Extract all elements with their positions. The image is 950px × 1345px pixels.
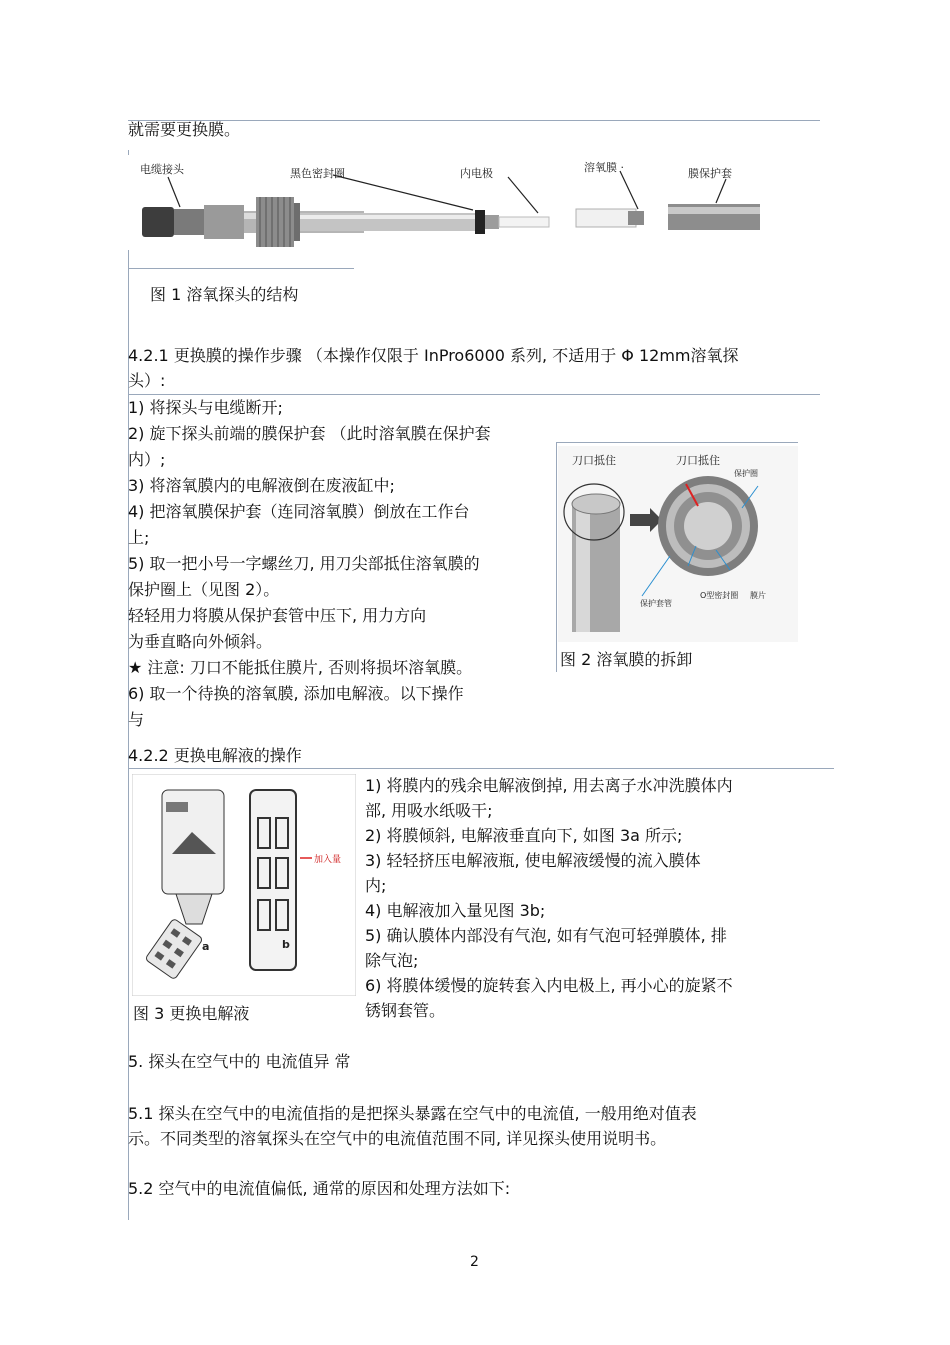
probe-illustration [128, 155, 782, 250]
list-item: 4) 电解液加入量见图 3b; [365, 901, 546, 920]
list-item: 内; [365, 876, 387, 895]
list-item: 除气泡; [365, 951, 419, 970]
list-item: 与 [128, 710, 145, 729]
list-item: 6) 取一个待换的溶氧膜, 添加电解液。以下操作 [128, 684, 464, 703]
fig3-label-a: a [202, 940, 210, 953]
list-item: 内）; [128, 450, 166, 469]
list-item: 为垂直略向外倾斜。 [128, 632, 273, 651]
page-number: 2 [470, 1254, 479, 1270]
fig1-label-sleeve: 膜保护套 [688, 167, 732, 180]
list-item: 1) 将膜内的残余电解液倒掉, 用去离子水冲洗膜体内 [365, 776, 733, 795]
list-item: 6) 将膜体缓慢的旋转套入内电极上, 再小心的旋紧不 [365, 976, 733, 995]
fig1-label-seal: 黑色密封圈 [290, 167, 345, 180]
list-item: 5) 确认膜体内部没有气泡, 如有气泡可轻弹膜体, 排 [365, 926, 727, 945]
figure-1-probe-structure [128, 155, 782, 250]
intro-text: 就需要更换膜。 [128, 120, 241, 139]
list-item: 4) 把溶氧膜保护套（连同溶氧膜）倒放在工作台 [128, 502, 470, 521]
list-item: 2) 旋下探头前端的膜保护套 （此时溶氧膜在保护套 [128, 424, 491, 443]
section-5-2: 5.2 空气中的电流值偏低, 通常的原因和处理方法如下: [128, 1179, 511, 1198]
list-item: 2) 将膜倾斜, 电解液垂直向下, 如图 3a 所示; [365, 826, 683, 845]
fig3-label-amount: 加入量 [314, 855, 342, 865]
fig2-label-blade-2: 刀口抵住 [676, 454, 720, 467]
fig2-label-film: 膜片 [750, 591, 766, 600]
figure-3-electrolyte [132, 774, 356, 996]
section-4-2-1-heading: 4.2.1 更换膜的操作步骤 （本操作仅限于 InPro6000 系列, 不适用于 Φ 12mm溶氧探 [128, 346, 739, 365]
list-item: 1) 将探头与电缆断开; [128, 398, 283, 417]
section-4-2-1-steps [128, 396, 548, 734]
fig2-label-blade-1: 刀口抵住 [572, 454, 616, 467]
list-item: 锈钢套管。 [365, 1001, 446, 1020]
fig3-label-b: b [282, 938, 290, 951]
fig1-label-inner-electrode: 内电极 [460, 167, 493, 180]
section-4-2-2-steps [365, 774, 815, 1024]
fig2-label-guard-ring: 保护圈 [734, 469, 758, 478]
fig2-left-rule [556, 442, 557, 672]
fig1-label-membrane: 溶氧膜 · [584, 161, 624, 174]
section-4-2-2-heading: 4.2.2 更换电解液的操作 [128, 746, 302, 765]
list-item: 5) 取一把小号一字螺丝刀, 用刀尖部抵住溶氧膜的 [128, 554, 480, 573]
fig2-top-rule [556, 442, 798, 443]
figure-2-membrane-removal [558, 446, 798, 642]
section-4-2-1-rule [128, 394, 820, 395]
fig2-label-sleeve: 保护套管 [640, 599, 672, 608]
list-item: 轻轻用力将膜从保护套管中压下, 用力方向 [128, 606, 427, 625]
fig2-label-oring: O型密封圈 [700, 591, 739, 600]
list-item: 上; [128, 528, 150, 547]
electrolyte-illustration [132, 774, 356, 996]
section-5-heading: 5. 探头在空气中的 电流值异 常 [128, 1052, 351, 1071]
fig1-caption-rule [128, 268, 354, 269]
list-item: 部, 用吸水纸吸干; [365, 801, 493, 820]
section-4-2-2-rule [128, 768, 834, 769]
section-5-1-line2: 示。不同类型的溶氧探头在空气中的电流值范围不同, 详见探头使用说明书。 [128, 1129, 667, 1148]
fig1-label-connector: 电缆接头 [140, 163, 184, 176]
figure-2-caption: 图 2 溶氧膜的拆卸 [560, 650, 693, 669]
section-4-2-1-heading-cont: 头）: [128, 371, 166, 390]
figure-3-caption: 图 3 更换电解液 [133, 1004, 250, 1023]
list-item: 保护圈上（见图 2）。 [128, 580, 280, 599]
membrane-removal-illustration [558, 446, 798, 642]
list-item: ★ 注意: 刀口不能抵住膜片, 否则将损坏溶氧膜。 [128, 658, 473, 677]
figure-1-caption: 图 1 溶氧探头的结构 [150, 285, 299, 304]
list-item: 3) 轻轻挤压电解液瓶, 使电解液缓慢的流入膜体 [365, 851, 701, 870]
list-item: 3) 将溶氧膜内的电解液倒在废液缸中; [128, 476, 395, 495]
section-5-1-line1: 5.1 探头在空气中的电流值指的是把探头暴露在空气中的电流值, 一般用绝对值表 [128, 1104, 697, 1123]
